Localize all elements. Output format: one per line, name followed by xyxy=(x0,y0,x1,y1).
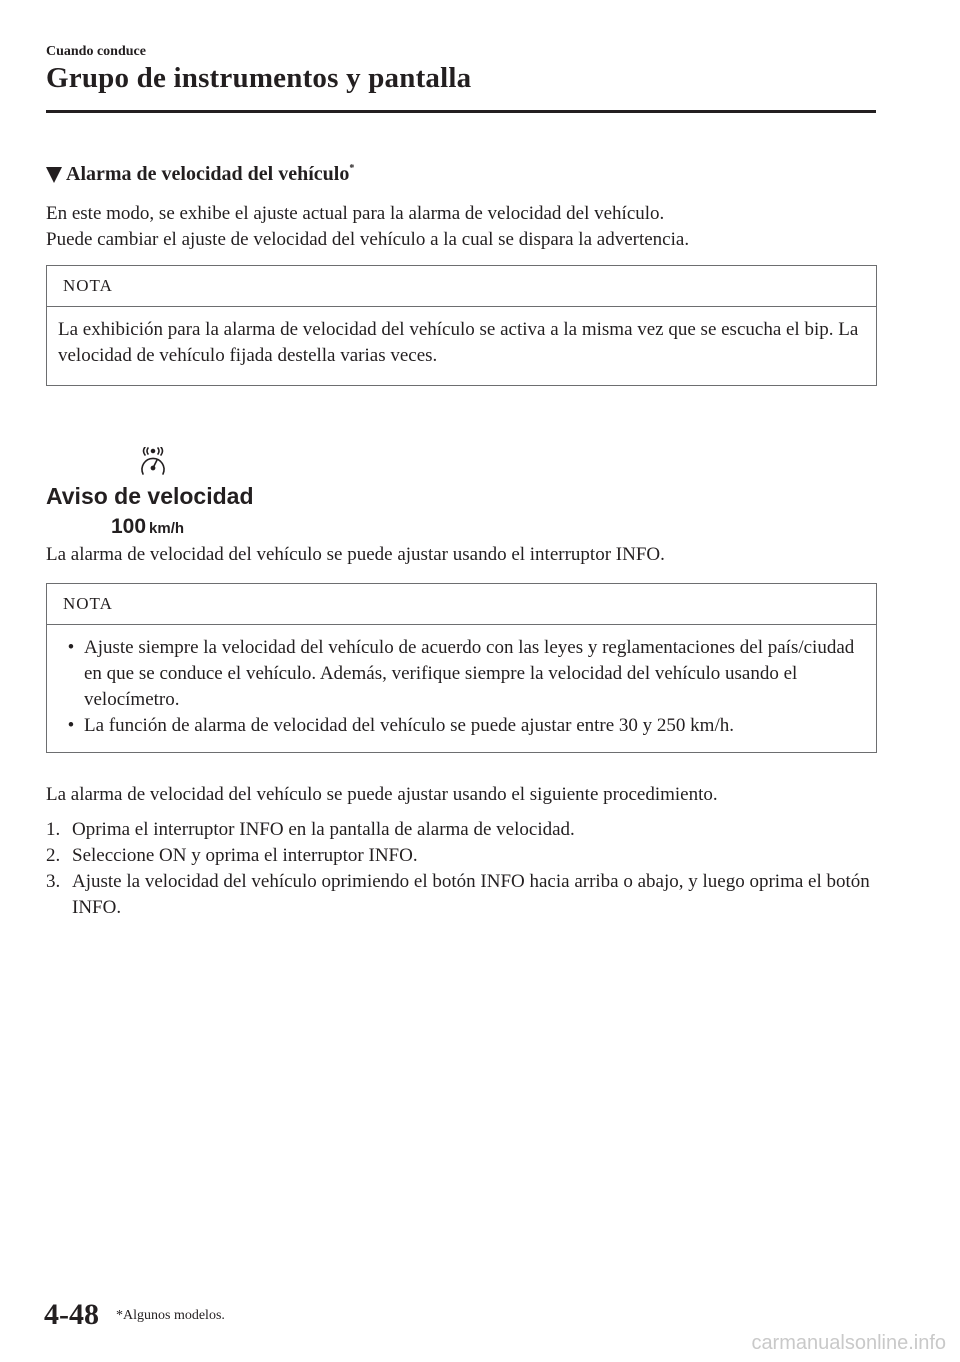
intro-line-2: Puede cambiar el ajuste de velocidad del vehículo a la cual se dispara la advertencia. xyxy=(46,229,690,250)
note-box-1 xyxy=(46,265,877,386)
speed-warning-value xyxy=(111,515,184,539)
step-item xyxy=(46,817,876,843)
page-number: 4-48 xyxy=(44,1298,99,1331)
note-heading: NOTA xyxy=(47,584,876,625)
bullet-text: Ajuste siempre la velocidad del vehículo de acuerdo con las leyes y reglamentaciones del país/ciudad en que se conduce el vehículo. Además, verifique siempre la velocidad del vehículo usando el velocímetro. xyxy=(84,637,855,710)
footnote-marker: * xyxy=(349,163,355,174)
step-text: Oprima el interruptor INFO en la pantalla de alarma de velocidad. xyxy=(72,819,575,840)
header-rule xyxy=(46,110,876,113)
step-text: Ajuste la velocidad del vehículo oprimiendo el botón INFO hacia arriba o abajo, y luego oprima el botón INFO. xyxy=(72,871,870,918)
speed-warning-label: Aviso de velocidad xyxy=(46,483,254,509)
note-heading: NOTA xyxy=(47,266,876,307)
note-bullet xyxy=(58,713,862,739)
step-number: 3. xyxy=(46,871,61,892)
step-item xyxy=(46,869,876,921)
speed-warning-icon xyxy=(136,447,170,477)
watermark: carmanualsonline.info xyxy=(751,1332,946,1354)
step-number: 1. xyxy=(46,819,61,840)
step-item xyxy=(46,843,876,869)
intro-paragraph xyxy=(46,201,876,253)
procedure-paragraph: La alarma de velocidad del vehículo se puede ajustar usando el siguiente procedimiento. xyxy=(46,784,718,805)
note-text: La exhibición para la alarma de velocidad del vehículo se activa a la misma vez que se escucha el bip. La velocidad de vehículo fijada destella varias veces. xyxy=(58,319,859,366)
procedure-steps xyxy=(46,817,876,921)
note-bullet xyxy=(58,635,862,713)
triangle-down-icon xyxy=(46,167,62,183)
footnote: *Algunos modelos. xyxy=(116,1308,225,1323)
step-number: 2. xyxy=(46,845,61,866)
step-text: Seleccione ON y oprima el interruptor INFO. xyxy=(72,845,418,866)
info-paragraph: La alarma de velocidad del vehículo se puede ajustar usando el interruptor INFO. xyxy=(46,544,665,565)
speed-unit: km/h xyxy=(149,520,185,537)
intro-line-1: En este modo, se exhibe el ajuste actual para la alarma de velocidad del vehículo. xyxy=(46,203,665,224)
note-bullets xyxy=(47,625,876,751)
subsection-title: Alarma de velocidad del vehículo xyxy=(66,163,350,185)
section-label: Cuando conduce xyxy=(46,44,146,59)
page-title: Grupo de instrumentos y pantalla xyxy=(46,62,472,94)
bullet-text: La función de alarma de velocidad del vehículo se puede ajustar entre 30 y 250 km/h. xyxy=(84,715,734,736)
speed-value: 100 xyxy=(111,515,147,538)
note-box-2 xyxy=(46,583,877,753)
bullet-dot-icon: • xyxy=(67,715,75,736)
bullet-dot-icon: • xyxy=(67,637,75,658)
subsection-heading xyxy=(46,163,354,186)
